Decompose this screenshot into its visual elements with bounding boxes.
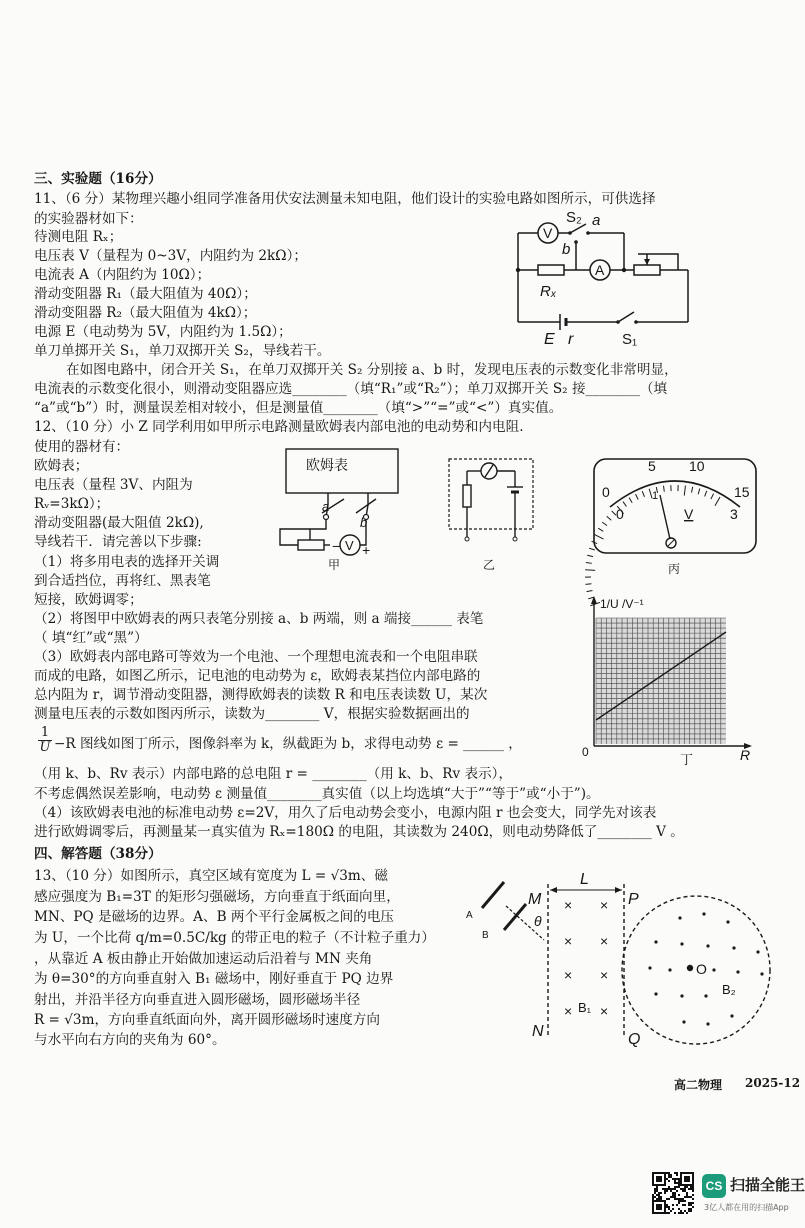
q12-line-8: （1）将多用电表的选择开关调 [34,554,220,570]
q12-line-21: 进行欧姆调零后，再测量某一真实值为 Rₓ=180Ω 的电阻，其读数为 240Ω，则电动势降低了________ V 。 [34,824,684,840]
qr-cell [656,1198,658,1200]
qr-cell [676,1190,678,1192]
q12-line-16: 测量电压表的示数如图丙所示，读数为________ V，根据实验数据画出的 [34,706,470,722]
field-out-of-page-dot [706,944,709,947]
qr-cell [672,1178,674,1180]
qr-cell [658,1192,660,1194]
q11-line-8: 电源 E（电动势为 5V，内阻约为 1.5Ω）； [34,324,292,340]
q11-line-9: 单刀单掷开关 S₁，单刀双掷开关 S₂，导线若干。 [34,343,331,359]
fig-ding-label: 丁 [680,752,694,767]
dial-mid-1: 1 [652,490,659,502]
qr-cell [668,1186,670,1188]
qr-cell [690,1210,692,1212]
q12-line-6: 滑动变阻器(最大阻值 2kΩ), [34,515,204,531]
jia-b-label: b [360,515,368,530]
qr-cell [654,1192,656,1194]
b2-label: B₂ [722,982,736,997]
qr-cell [672,1208,674,1210]
voltmeter-label: V [543,225,553,241]
qr-cell [684,1210,686,1212]
dial-tick [705,491,707,497]
field-out-of-page-dot [654,992,657,995]
qr-code [652,1172,694,1214]
ding-y-axis-label: 1/U /V⁻¹ [600,597,644,611]
q11-line-3: 待测电阻 Rₓ； [34,229,123,245]
qr-cell [672,1204,674,1206]
qr-cell [668,1180,670,1182]
qr-cell [692,1198,694,1200]
field-out-of-page-dot [730,1014,733,1017]
dial-tick [642,491,644,497]
qr-cell [658,1198,660,1200]
qr-cell [676,1198,678,1200]
qr-cell [686,1194,688,1196]
qr-cell [654,1188,656,1190]
qr-cell [676,1172,678,1174]
fig-bing-label: 丙 [668,562,681,576]
qr-cell [666,1178,668,1180]
field-out-of-page-dot [668,968,671,971]
qr-cell [664,1190,666,1192]
qr-cell [688,1204,690,1206]
point-b-label: b [562,241,571,258]
q11-line-2: 的实验器材如下： [34,211,143,227]
qr-cell [674,1186,676,1188]
qr-cell [668,1198,670,1200]
qr-cell [666,1172,668,1174]
qr-cell [666,1212,668,1214]
qr-cell [680,1198,682,1200]
qr-cell [678,1184,680,1186]
qr-cell [666,1188,668,1190]
dial-bottom-3: 3 [730,506,738,522]
dial-tick [595,535,604,539]
field-out-of-page-dot [702,912,705,915]
plate-a-label: A [466,910,473,921]
field-out-of-page-dot [648,966,651,969]
dial-tick [711,494,714,499]
footer-subject: 高二物理 [674,1078,723,1092]
qr-cell [672,1192,674,1194]
field-into-page-mark: × [564,1003,573,1019]
qr-cell [690,1204,692,1206]
field-into-page-mark: × [600,1003,609,1019]
qr-cell [678,1178,680,1180]
q11-line-1: 11、（6 分）某物理兴趣小组同学准备用伏安法测量未知电阻，他们设计的实验电路如图所示，可供选择 [34,191,656,207]
qr-cell [660,1192,662,1194]
qr-cell [690,1208,692,1210]
field-out-of-page-dot [706,1022,709,1025]
dial-tick [585,570,595,571]
q12-line-15: 总内阻为 r，调节滑动变阻器，测得欧姆表的读数 R 和电压表读数 U，某次 [34,687,488,703]
fraction-numerator: 1 [40,725,50,740]
qr-cell [652,1196,654,1198]
watermark-brand: 扫描全能王 [730,1176,805,1194]
fig-yi-label: 乙 [483,558,496,572]
qr-cell [690,1186,692,1188]
jia-a-label: a [322,499,330,514]
fraction-one-over-u [38,726,52,755]
field-out-of-page-dot [736,970,739,973]
qr-cell [656,1190,658,1192]
qr-cell [666,1190,668,1192]
dial-tick [598,528,603,531]
q12-line-13: （3）欧姆表内部电路可等效为一个电池、一个理想电流表和一个电阻串联 [34,649,478,665]
q13-line-7: 射出，并沿半径方向垂直进入圆形磁场，圆形磁场半径 [34,992,361,1008]
q12-line-5: Rᵥ=3kΩ）； [34,496,110,512]
qr-cell [682,1190,684,1192]
qr-cell [688,1196,690,1198]
q12-line-18: （用 k、b、Rv 表示）内部电路的总电阻 r = ________（用 k、b、Rv 表示）， [34,766,513,782]
qr-cell [684,1196,686,1198]
q12-line-3: 欧姆表； [34,458,89,474]
qr-cell [688,1208,690,1210]
qr-cell [674,1198,676,1200]
field-into-page-mark: × [600,933,609,949]
qr-cell [664,1188,666,1190]
qr-cell [668,1174,670,1176]
dial-tick [587,555,593,556]
q11-line-6: 滑动变阻器 R₁（最大阻值为 40Ω）； [34,286,257,302]
q12-line-17: −R 图线如图丁所示，图像斜率为 k，纵截距为 b，求得电动势 ε = ______ ， [54,736,522,752]
qr-cell [680,1210,682,1212]
qr-cell [656,1186,658,1188]
field-into-page-mark: × [600,967,609,983]
ding-origin-label: 0 [582,745,589,759]
qr-cell [680,1188,682,1190]
field-into-page-mark: × [564,933,573,949]
point-a-label: a [592,212,601,229]
qr-cell [678,1212,680,1214]
qr-cell [670,1210,672,1212]
qr-cell [676,1178,678,1180]
qr-cell [670,1174,672,1176]
q13-line-3: MN、PQ 是磁场的边界。A、B 两个平行金属板之间的电压 [34,909,395,925]
dial-tick [629,498,632,503]
field-out-of-page-dot [704,994,707,997]
qr-cell [674,1172,676,1174]
dial-tick [589,548,595,550]
dial-tick [698,488,700,494]
watermark-tagline: 3亿人都在用的扫描App [704,1203,789,1212]
dial-tick [692,487,693,493]
q13-magnetic-field-figure [460,866,790,1046]
field-into-page-mark: × [564,897,573,913]
field-into-page-mark: × [564,967,573,983]
qr-cell [660,1196,662,1198]
qr-cell [678,1200,680,1202]
qr-cell [654,1196,656,1198]
switch2-label: S₂ [566,209,582,226]
qr-cell [666,1204,668,1206]
qr-cell [684,1188,686,1190]
label-m: M [528,891,542,908]
dial-top-0: 0 [602,484,610,500]
qr-cell [674,1212,676,1214]
qr-finder-core [656,1176,662,1182]
qr-cell [660,1198,662,1200]
q12-line-14: 而成的电路，如图乙所示，记电池的电动势为 ε，欧姆表某挡位内部电路的 [34,668,481,684]
q12-line-12: （ 填“红”或“黑”） [34,630,148,646]
qr-cell [678,1208,680,1210]
qr-cell [652,1194,654,1196]
q12-line-1: 12、（10 分）小 Z 同学利用如甲所示电路测量欧姆表内部电池的电动势和内电阻. [34,419,524,435]
field-into-page-mark: × [600,897,609,913]
dial-tick [607,516,612,520]
dial-top-15: 15 [734,484,750,500]
qr-cell [672,1196,674,1198]
qr-cell [668,1206,670,1208]
qr-cell [692,1194,694,1196]
dial-top-10: 10 [689,458,705,474]
r-label: r [568,331,574,348]
width-l-label: L [580,871,589,888]
qr-cell [674,1178,676,1180]
qr-cell [672,1194,674,1196]
qr-cell [692,1188,694,1190]
qr-cell [658,1196,660,1198]
qr-cell [686,1186,688,1188]
qr-cell [688,1188,690,1190]
field-out-of-page-dot [654,940,657,943]
qr-cell [686,1196,688,1198]
ohmmeter-box-label: 欧姆表 [306,457,348,473]
q12-line-9: 到合适挡位，再将红、黑表笔 [34,573,211,589]
qr-cell [678,1180,680,1182]
section-4-title: 四、解答题（38分） [34,846,162,862]
qr-cell [658,1194,660,1196]
dial-tick [585,584,591,585]
qr-cell [684,1190,686,1192]
q12-line-10: 短接，欧姆调零； [34,592,143,608]
qr-cell [682,1212,684,1214]
qr-cell [668,1208,670,1210]
field-out-of-page-dot [726,920,729,923]
q13-line-4: 为 U，一个比荷 q/m=0.5C/kg 的带正电的粒子（不计粒子重力） [34,930,435,946]
qr-cell [684,1200,686,1202]
label-n: N [532,1023,544,1040]
qr-cell [680,1212,682,1214]
fraction-denominator: U [39,740,51,755]
q12-line-7: 导线若干．请完善以下步骤: [34,534,202,550]
qr-cell [670,1196,672,1198]
q12-line-19: 不考虑偶然误差影响，电动势 ε 测量值________真实值（以上均选填“大于”“等于”或“小于”)。 [34,786,600,802]
field-out-of-page-dot [756,950,759,953]
qr-cell [674,1188,676,1190]
qr-cell [688,1210,690,1212]
qr-cell [690,1202,692,1204]
qr-cell [676,1182,678,1184]
qr-cell [674,1182,676,1184]
emf-label: E [544,331,555,348]
qr-cell [654,1190,656,1192]
field-out-of-page-dot [682,1020,685,1023]
q13-line-6: 为 θ=30°的方向垂直射入 B₁ 磁场中，刚好垂直于 PQ 边界 [34,971,394,987]
q12-line-4: 电压表（量程 3V、内阻为 [34,477,193,493]
qr-cell [692,1202,694,1204]
q13-line-1: 13、（10 分）如图所示，真空区域有宽度为 L = √3m、磁 [34,868,388,884]
q11-line-4: 电压表 V（量程为 0~3V，内阻约为 2kΩ）； [34,248,307,264]
ammeter-label: A [595,262,605,278]
qr-cell [656,1194,658,1196]
rx-label: Rₓ [540,283,557,300]
qr-cell [678,1198,680,1200]
q13-line-9: 与水平向右方向的夹角为 60°。 [34,1032,226,1048]
dial-tick [664,486,665,492]
qr-finder-core [656,1204,662,1210]
qr-cell [682,1188,684,1190]
qr-cell [680,1200,682,1202]
qr-cell [682,1198,684,1200]
qr-cell [692,1206,694,1208]
q13-line-5: ，从靠近 A 板由静止开始做加速运动后沿着与 MN 夹角 [34,951,373,967]
qr-cell [674,1192,676,1194]
q12-line-20: （4）该欧姆表电池的标准电动势 ε=2V，用久了后电动势会变小，电源内阻 r 也会变大，同学先对该表 [34,805,657,821]
fig-ding-graph [582,596,770,767]
qr-cell [692,1186,694,1188]
qr-cell [686,1192,688,1194]
plate-b-label: B [482,930,489,941]
qr-cell [684,1204,686,1206]
q13-line-8: R = √3m，方向垂直纸面向外，离开圆形磁场时速度方向 [34,1012,380,1028]
field-out-of-page-dot [712,968,715,971]
section-3-title: 三、实验题（16分） [34,171,162,187]
fig-bing-voltmeter-dial [592,457,762,577]
q11-line-10: 在如图电路中，闭合开关 S₁，在单刀双掷开关 S₂ 分别接 a、b 时，发现电压表的示数变化非常明显， [66,362,678,378]
qr-cell [688,1202,690,1204]
b1-label: B₁ [578,1000,592,1015]
qr-cell [670,1188,672,1190]
q13-line-2: 感应强度为 B₁=3T 的矩形匀强磁场，方向垂直于纸面向里， [34,889,400,905]
q11-circuit-diagram [506,209,696,352]
dial-tick [684,486,685,496]
qr-cell [676,1186,678,1188]
qr-cell [674,1194,676,1196]
qr-cell [664,1192,666,1194]
label-p: P [628,891,639,908]
fig-jia-ohmmeter-circuit [272,447,412,577]
qr-cell [656,1188,658,1190]
jia-voltmeter-label: V [345,538,354,553]
theta-label: θ [534,913,542,929]
qr-cell [668,1176,670,1178]
qr-cell [666,1206,668,1208]
qr-cell [678,1202,680,1204]
center-o-label: O [696,961,707,977]
q11-line-7: 滑动变阻器 R₂（最大阻值为 4kΩ）； [34,305,257,321]
qr-cell [662,1188,664,1190]
switch1-label: S₁ [622,331,638,348]
dial-tick [636,494,639,499]
qr-cell [672,1188,674,1190]
qr-cell [686,1212,688,1214]
qr-cell [692,1190,694,1192]
dial-tick [715,497,720,506]
cs-logo: CS [702,1174,726,1198]
qr-cell [652,1198,654,1200]
qr-cell [670,1190,672,1192]
qr-cell [666,1198,668,1200]
fig-yi-equivalent-circuit [447,457,537,577]
field-out-of-page-dot [732,946,735,949]
field-out-of-page-dot [760,972,763,975]
qr-cell [668,1172,670,1174]
qr-cell [684,1186,686,1188]
qr-cell [668,1212,670,1214]
fig-jia-label: 甲 [328,558,341,572]
qr-cell [678,1186,680,1188]
q11-line-11: 电流表的示数变化很小，则滑动变阻器应选________（填“R₁”或“R₂”）；单刀双掷开关 S₂ 接________（填 [34,381,668,397]
qr-finder-core [684,1176,690,1182]
q12-line-2: 使用的器材有： [34,439,130,455]
qr-cell [682,1204,684,1206]
dial-tick [602,522,607,526]
qr-cell [670,1176,672,1178]
dial-tick [586,562,592,563]
field-out-of-page-dot [678,916,681,919]
jia-minus-sign: − [332,538,341,554]
qr-cell [678,1194,680,1196]
qr-cell [668,1188,670,1190]
dial-tick [587,591,593,592]
footer-date: 2025-12 [745,1076,801,1090]
dial-bottom-0: 0 [616,506,624,522]
qr-cell [690,1196,692,1198]
qr-cell [674,1180,676,1182]
q11-line-12: “a”或“b”）时，测量误差相对较小，但是测量值________（填“>”“=”或“<”）真实值。 [34,400,563,416]
q12-line-11: （2）将图甲中欧姆表的两只表笔分别接 a、b 两端，则 a 端接______ 表笔 [34,611,484,627]
qr-cell [676,1174,678,1176]
qr-cell [674,1196,676,1198]
dial-top-5: 5 [648,458,656,474]
field-out-of-page-dot [680,942,683,945]
label-q: Q [628,1031,641,1048]
qr-cell [678,1182,680,1184]
q11-line-5: 电流表 A（内阻约为 10Ω）； [34,267,211,283]
field-out-of-page-dot [680,994,683,997]
qr-cell [690,1188,692,1190]
jia-plus-sign: + [362,542,371,558]
qr-cell [676,1204,678,1206]
ding-x-axis-label: R [740,747,751,763]
dial-unit-v: V [684,506,694,522]
qr-cell [682,1200,684,1202]
